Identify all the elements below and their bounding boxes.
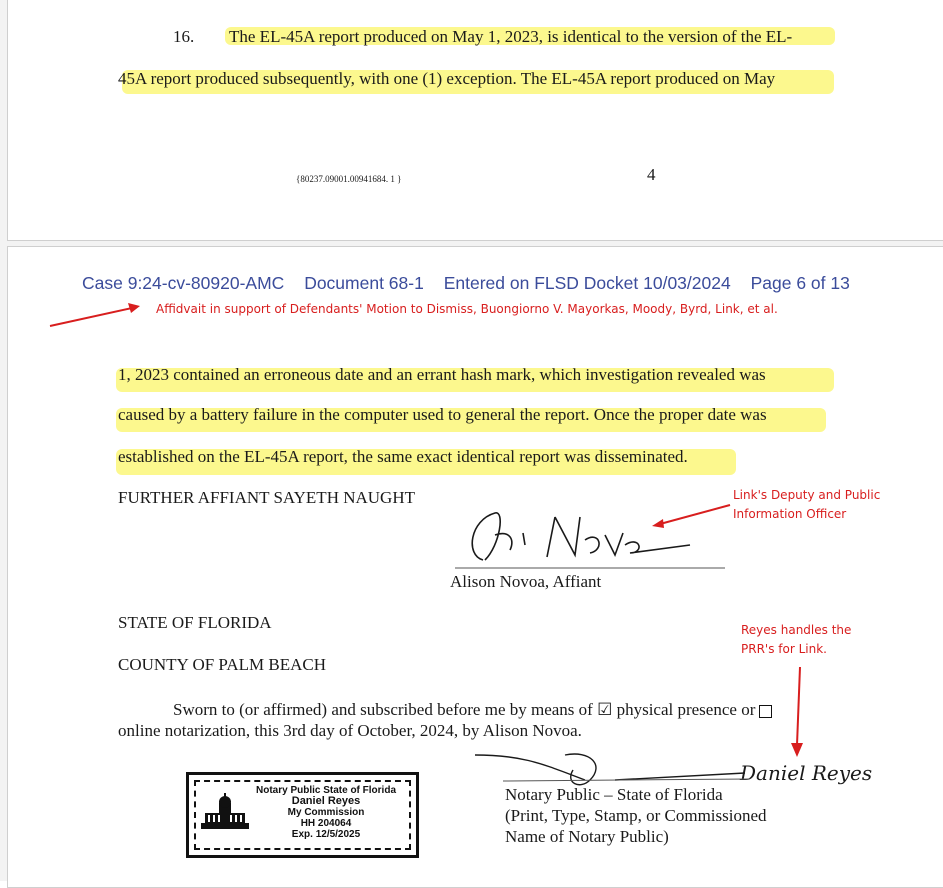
paragraph-line: The EL-45A report produced on May 1, 2023, is identical to the version of the EL- [229, 27, 793, 46]
document-id: {80237.09001.00941684. 1 } [296, 174, 402, 184]
paragraph-line: 45A report produced subsequently, with one (1) exception. The EL-45A report produced on May [118, 69, 776, 88]
paragraph-number: 16. [173, 27, 195, 46]
sworn-line: Sworn to (or affirmed) and subscribed before me by means of ☑ physical presence or [173, 700, 772, 720]
annotation-arrow-icon [48, 302, 148, 332]
docket-entry: Entered on FLSD Docket 10/03/2024 [443, 273, 731, 293]
affiant-name: Alison Novoa, Affiant [450, 572, 602, 591]
notary-stamp: Notary Public State of Florida Daniel Reyes My Commission HH 204064 Exp. 12/5/2025 [186, 772, 419, 858]
annotation-affidavit: Affidvait in support of Defendants' Motion to Dismiss, Buongiorno V. Mayorkas, Moody, Byrd, Link, et al. [156, 302, 778, 316]
capitol-building-icon [199, 793, 251, 833]
notary-caption: Name of Notary Public) [505, 827, 669, 846]
county-label: COUNTY OF PALM BEACH [118, 655, 326, 674]
sworn-line: online notarization, this 3rd day of October, 2024, by Alison Novoa. [118, 721, 582, 740]
body-line: caused by a battery failure in the computer used to general the report. Once the proper date was [118, 405, 767, 424]
page-number: 4 [647, 165, 656, 184]
annotation-arrow-icon [650, 500, 740, 530]
notary-caption: (Print, Type, Stamp, or Commissioned [505, 806, 767, 825]
body-line: 1, 2023 contained an erroneous date and an errant hash mark, which investigation revealed was [118, 365, 766, 384]
docket-header [82, 273, 865, 294]
notary-caption: Notary Public – State of Florida [505, 785, 723, 804]
checkbox-icon [759, 705, 772, 718]
document-number: Document 68-1 [304, 273, 424, 293]
annotation-deputy: Link's Deputy and Public Information Officer [733, 488, 881, 521]
body-line: established on the EL-45A report, the same exact identical report was disseminated. [118, 447, 688, 466]
case-number: Case 9:24-cv-80920-AMC [82, 273, 285, 293]
further-affiant: FURTHER AFFIANT SAYETH NAUGHT [118, 488, 415, 507]
annotation-reyes: Reyes handles the PRR's for Link. [741, 623, 852, 656]
notary-signature-text: Daniel Reyes [740, 761, 873, 785]
page-count: Page 6 of 13 [750, 273, 850, 293]
state-label: STATE OF FLORIDA [118, 613, 272, 632]
